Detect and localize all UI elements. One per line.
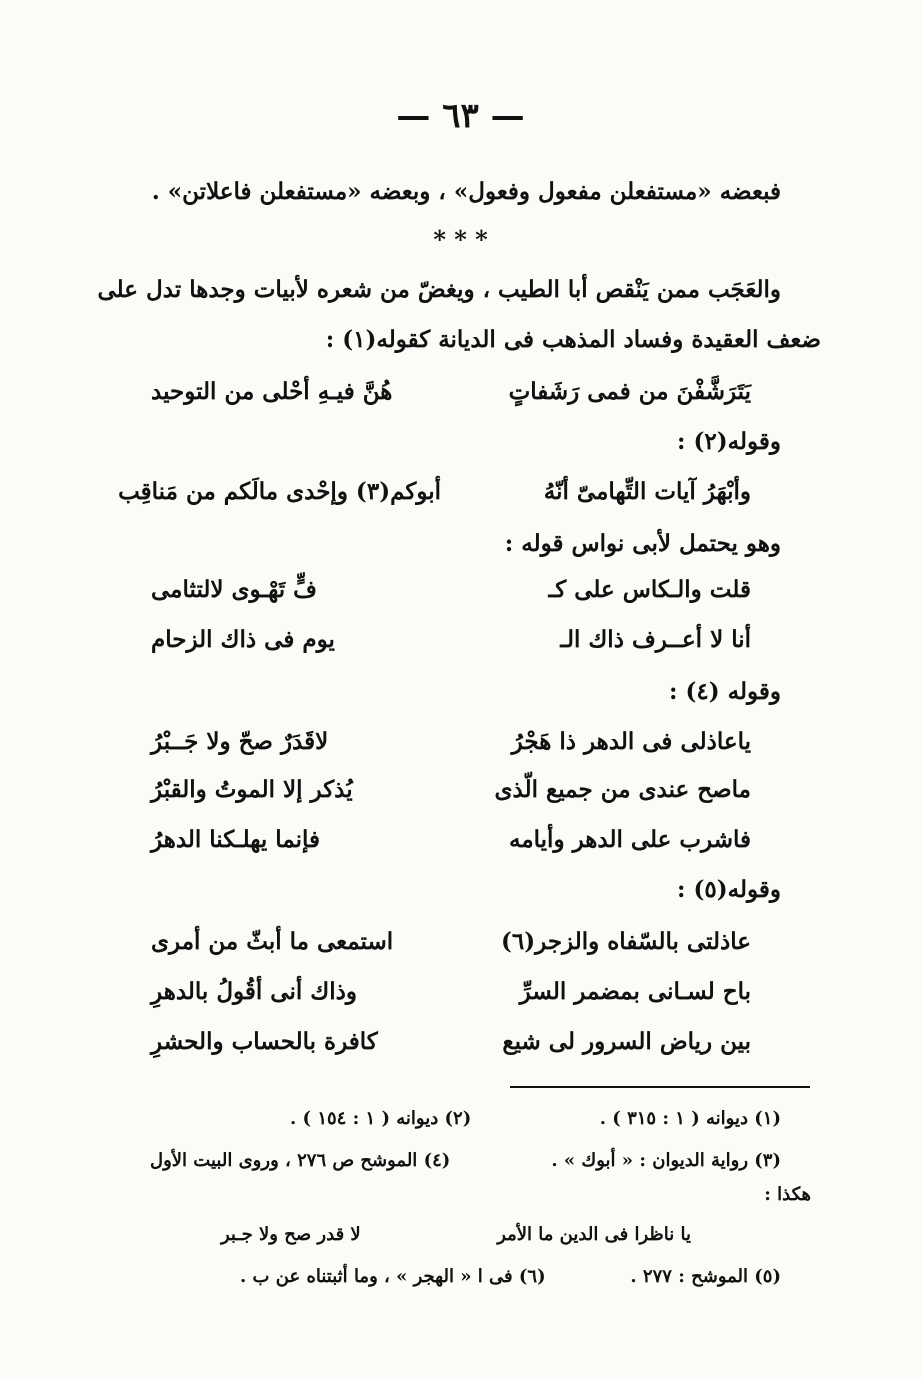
verse-hemistich-first: يَتَرَشَّفْنَ من فمى رَشَفاتٍ	[508, 378, 751, 405]
verse-hemistich-first: يا ناظرا فى الدين ما الأمر	[497, 1224, 691, 1245]
intro-line: فبعضه «مستفعلن مفعول وفعول» ، وبعضه «مستفعلن فاعلاتن» .	[151, 178, 781, 205]
footnote: (٤) الموشح ص ٢٧٦ ، وروى البيت الأول	[150, 1150, 451, 1171]
footnote: (١) ديوانه ( ١ : ٣١٥ ) .	[599, 1108, 781, 1129]
verse-label: وقوله(٥) :	[677, 876, 781, 903]
verse-hemistich-second: استمعى ما أبثّ من أمرى	[151, 928, 394, 955]
verse-hemistich-second: كافرة بالحساب والحشرِ	[151, 1028, 378, 1055]
paragraph-line: والعَجَب ممن يَنْقص أبا الطيب ، ويغضّ من شعره لأبيات وجدها تدل على	[97, 276, 781, 303]
verse	[151, 826, 751, 868]
verse-hemistich-first: عاذلتى بالسّفاه والزجر(٦)	[501, 928, 751, 955]
verse	[151, 626, 751, 668]
verse-hemistich-first: ماصح عندى من جميع الّذى	[494, 776, 751, 803]
page-number: — ٦٣ —	[396, 96, 525, 136]
verse-hemistich-first: وأبْهَرُ آيات التِّهامىّ أنّهُ	[543, 478, 751, 505]
footnote: (٢) ديوانه ( ١ : ١٥٤ ) .	[290, 1108, 472, 1129]
verse-hemistich-first: قلت والـكاس على كـ	[548, 576, 751, 603]
verse-hemistich-first: فاشرب على الدهر وأيامه	[509, 826, 751, 853]
verse	[151, 378, 751, 420]
verse-hemistich-second: لا قدر صح ولا جـبر	[221, 1224, 361, 1245]
verse-hemistich-second: يوم فى ذاك الزحام	[151, 626, 335, 653]
footnote-divider	[510, 1086, 810, 1088]
verse-label: وقوله(٢) :	[677, 428, 781, 455]
verse	[118, 478, 751, 520]
verse-hemistich-second: فٍّ تَهْـوى لالتثامى	[151, 576, 317, 603]
section-separator: * * *	[433, 225, 488, 254]
verse	[151, 1028, 751, 1070]
verse-hemistich-second: يُذكر إلا الموتُ والقبْرُ	[151, 776, 353, 803]
verse-hemistich-first: بين رياض السرور لى شيع	[502, 1028, 751, 1055]
verse-hemistich-first: باح لسـانى بمضمر السرِّ	[519, 978, 751, 1005]
footnote: (٥) الموشح : ٢٧٧ .	[630, 1266, 781, 1287]
verse	[151, 576, 751, 618]
verse-label: وقوله (٤) :	[669, 678, 781, 705]
paragraph-line: ضعف العقيدة وفساد المذهب فى الديانة كقوله(١) :	[325, 326, 821, 353]
footnote: (٣) رواية الديوان : « أبوك » .	[551, 1150, 781, 1171]
footnote: (٦) فى ا « الهجر » ، وما أثبتناه عن ب .	[240, 1266, 546, 1287]
verse-hemistich-second: أبوكم(٣) وإحْدى مالَكم من مَناقِب	[118, 478, 441, 505]
verse	[151, 728, 751, 770]
footnote-continuation: هكذا :	[764, 1184, 811, 1205]
verse-hemistich-second: هُنَّ فيـهِ أحْلى من التوحيد	[151, 378, 393, 405]
verse-hemistich-second: وذاك أنى أقُولُ بالدهرِ	[151, 978, 357, 1005]
verse	[151, 928, 751, 970]
verse-label: وهو يحتمل لأبى نواس قوله :	[504, 530, 781, 557]
verse-hemistich-second: لاقَدَرٌ صحّ ولا جَــبْرُ	[151, 728, 329, 755]
verse	[151, 776, 751, 818]
verse-hemistich-first: ياعاذلى فى الدهر ذا هَجْرُ	[511, 728, 751, 755]
verse	[151, 978, 751, 1020]
verse-hemistich-first: أنا لا أعــرف ذاك الـ	[560, 626, 751, 653]
verse-hemistich-second: فإنما يهلـكنا الدهرُ	[151, 826, 321, 853]
